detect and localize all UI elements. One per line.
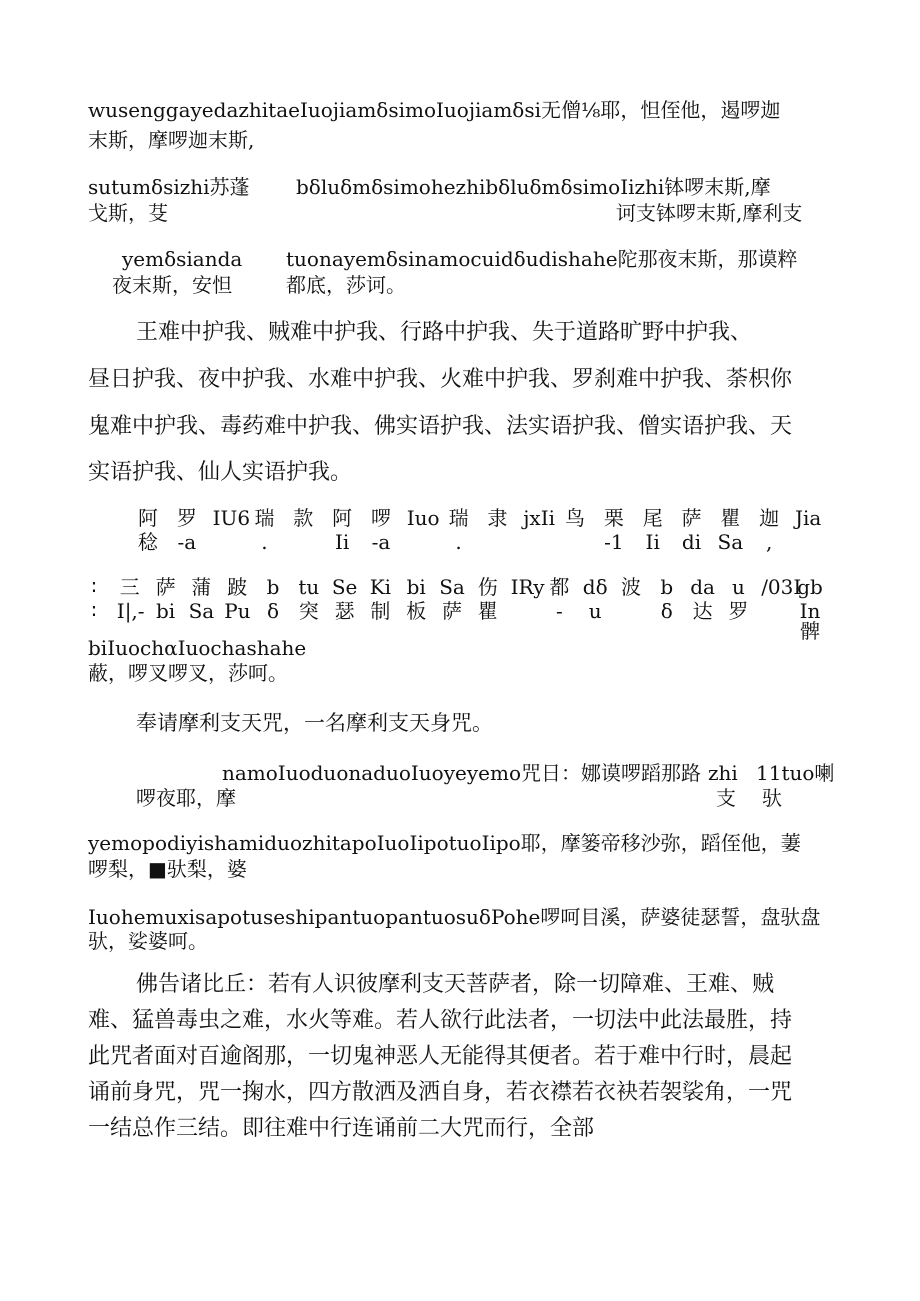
dharani-glyph: Sa	[188, 599, 215, 623]
dharani-glyph: 瑞	[448, 506, 469, 530]
dharani-glyph: IU6	[212, 506, 251, 530]
dharani-glyph: .	[261, 530, 268, 554]
dharani-column	[117, 577, 143, 625]
dharani-glyph: Ii	[645, 530, 660, 554]
dharani-column	[332, 577, 358, 625]
dharani-glyph: -a	[177, 530, 197, 554]
dharani-glyph: -	[556, 599, 563, 623]
dharani-glyph: 迦	[759, 506, 780, 530]
dharani-glyph	[761, 601, 787, 625]
dharani-column	[290, 508, 316, 556]
dharani-glyph: In髀	[799, 599, 821, 643]
dharani-glyph: -1	[604, 530, 624, 554]
dharani-column	[618, 577, 644, 625]
dharani-glyph: bi	[406, 575, 426, 599]
text-line-3a: sutumδsizhi苏蓬	[88, 175, 250, 199]
text-line-8: 蔽，啰叉啰叉，莎呵。	[88, 661, 288, 685]
dharani-glyph: 跛	[227, 575, 248, 599]
dharani-glyph	[407, 532, 433, 556]
dharani-column	[81, 577, 107, 625]
dharani-column	[795, 508, 821, 556]
text-line-6b: 都底，莎诃。	[286, 273, 406, 297]
dharani-glyph: 款	[293, 506, 314, 530]
paragraph2-line-1: 佛告诸比丘：若有人识彼摩利支天菩萨者，除一切障难、王难、贼	[136, 972, 775, 997]
dharani-glyph: Iuo	[406, 506, 440, 530]
text-line-14: IuohemuxisapotuseshipantuopantuosuδPohe啰呵目溪，萨婆徒瑟誓，盘驮盘	[88, 905, 821, 929]
text-line-11c: 驮	[762, 786, 782, 810]
text-line-6a: 夜末斯，安怛	[112, 273, 232, 297]
dharani-column	[562, 508, 588, 556]
dharani-glyph	[618, 601, 644, 625]
paragraph2-line-4: 诵前身咒，咒一掬水，四方散洒及洒自身，若衣襟若衣袂若袈裟角，一咒	[88, 1080, 793, 1105]
dharani-column	[403, 577, 429, 625]
text-line-3b: bδluδmδsimohezhibδluδmδsimoIizhi钵啰末斯,摩	[296, 175, 771, 199]
dharani-column	[717, 508, 743, 556]
dharani-glyph: 蒲	[191, 575, 212, 599]
text-line-5a: yemδsianda	[122, 247, 243, 271]
dharani-column	[690, 577, 716, 625]
dharani-glyph: 萨	[155, 575, 176, 599]
dharani-column	[296, 577, 322, 625]
dharani-glyph: 都	[549, 575, 570, 599]
dharani-column	[725, 577, 751, 625]
dharani-column	[640, 508, 666, 556]
dharani-glyph: ,	[765, 530, 773, 554]
paragraph-line-2: 昼日护我、夜中护我、水难中护我、火难中护我、罗刹难中护我、荼枳你	[88, 367, 793, 392]
dharani-glyph	[213, 532, 239, 556]
text-line-10c: 11tuo喇	[756, 761, 835, 785]
paragraph2-line-5: 一结总作三结。即往难中行连诵前二大咒而行，全部	[88, 1116, 595, 1141]
dharani-glyph: ∶	[91, 575, 97, 599]
dharani-column	[368, 508, 394, 556]
dharani-glyph: u	[588, 599, 602, 623]
dharani-column	[756, 508, 782, 556]
dharani-column	[135, 508, 161, 556]
dharani-glyph	[795, 532, 821, 556]
dharani-glyph	[511, 601, 537, 625]
paragraph-line-4: 实语护我、仙人实语护我。	[88, 460, 353, 485]
text-line-15: 驮，娑婆呵。	[88, 929, 208, 953]
dharani-glyph: u	[731, 575, 745, 599]
dharani-column	[761, 575, 802, 625]
dharani-glyph: -a	[371, 530, 391, 554]
text-line-2: 末斯，摩啰迦末斯,	[88, 128, 255, 152]
dharani-column	[367, 577, 393, 625]
dharani-glyph	[562, 532, 588, 556]
dharani-glyph: 罗	[176, 506, 197, 530]
text-line-7: biIuochαIuochashahe	[88, 636, 307, 660]
dharani-glyph: 瑟	[334, 599, 355, 623]
dharani-glyph: jxIi	[523, 506, 556, 530]
dharani-glyph: 制	[370, 599, 391, 623]
dharani-glyph: 稔	[138, 530, 158, 554]
dharani-glyph: tu	[298, 575, 320, 599]
dharani-glyph: 萨	[442, 599, 462, 623]
dharani-glyph: Pu	[224, 599, 251, 623]
dharani-glyph: 伤	[477, 575, 498, 599]
dharani-glyph: 鸟	[565, 506, 586, 530]
paragraph2-line-3: 此咒者面对百逾阁那，一切鬼神恶人无能得其便者。若于难中行时，晨起	[88, 1044, 793, 1069]
text-line-10b: zhi	[708, 761, 738, 785]
dharani-glyph: .	[455, 530, 462, 554]
dharani-glyph: δ	[266, 599, 280, 623]
text-line-13: 啰梨，■驮梨，婆	[88, 857, 247, 881]
dharani-glyph: di	[681, 530, 702, 554]
dharani-column	[475, 577, 501, 625]
text-line-5b: tuonayemδsinamocuidδudishahe陀那夜末斯，那谟粹	[286, 247, 798, 271]
dharani-glyph: ∶	[91, 599, 97, 623]
dharani-glyph: 达	[692, 599, 713, 623]
dharani-column	[439, 577, 465, 625]
text-line-4b: 诃支钵啰末斯,摩利支	[616, 201, 803, 225]
dharani-glyph: 尾	[642, 506, 663, 530]
dharani-glyph	[523, 532, 549, 556]
dharani-column	[174, 508, 200, 556]
text-line-1: wusenggayedazhitaeIuojiamδsimoIuojiamδsi无僧⅛耶，怛侄他，遏啰迦	[88, 98, 781, 122]
text-line-9: 奉请摩利支天咒，一名摩利支天身咒。	[136, 711, 493, 735]
dharani-column	[446, 508, 472, 556]
dharani-glyph	[290, 532, 316, 556]
dharani-glyph: Sa	[439, 575, 465, 599]
dharani-column	[797, 575, 823, 643]
text-line-10a: namoIuoduonaduoIuoyeyemo咒日：娜谟啰蹈那路	[222, 761, 701, 785]
dharani-glyph: 萨	[681, 506, 702, 530]
dharani-glyph: δ	[660, 599, 673, 623]
dharani-column	[260, 577, 286, 625]
dharani-glyph: 三	[119, 575, 140, 599]
dharani-column	[679, 508, 705, 556]
dharani-column	[188, 577, 214, 625]
dharani-column	[251, 508, 277, 556]
dharani-glyph: da	[690, 575, 715, 599]
dharani-glyph: 板	[406, 599, 427, 623]
dharani-glyph: dδ	[582, 575, 608, 599]
text-line-11b: 支	[716, 786, 736, 810]
dharani-glyph: 隶	[487, 506, 508, 530]
dharani-glyph: 瞿	[477, 599, 498, 623]
dharani-glyph: 瑞	[254, 506, 275, 530]
dharani-glyph: bi	[155, 599, 176, 623]
dharani-glyph: Se	[331, 575, 358, 599]
text-line-11a: 啰夜耶，摩	[136, 786, 236, 810]
dharani-column	[212, 506, 251, 556]
dharani-glyph: 瞿	[720, 506, 741, 530]
dharani-column	[406, 506, 440, 556]
dharani-column	[601, 508, 627, 556]
dharani-glyph	[484, 532, 510, 556]
dharani-glyph: 阿	[138, 506, 158, 530]
dharani-glyph: 突	[298, 599, 319, 623]
dharani-glyph: IRy	[510, 575, 545, 599]
paragraph2-line-2: 难、猛兽毒虫之难，水火等难。若人欲行此法者，一切法中此法最胜，持	[88, 1008, 793, 1033]
dharani-glyph: Ki	[369, 575, 392, 599]
dharani-column	[546, 577, 572, 625]
dharani-column	[654, 577, 680, 625]
dharani-column	[153, 577, 179, 625]
text-line-12: yemopodiyishamiduozhitapoIuoIipotuoIipo耶，摩篓帝移沙弥，蹈侄他，萋	[88, 831, 801, 855]
dharani-glyph: 阿	[332, 506, 353, 530]
dharani-glyph: /03I	[761, 575, 802, 599]
dharani-glyph: 罗	[728, 599, 749, 623]
dharani-column	[329, 508, 355, 556]
paragraph-line-3: 鬼难中护我、毒药难中护我、佛实语护我、法实语护我、僧实语护我、天	[88, 414, 793, 439]
dharani-glyph: Ii	[334, 530, 350, 554]
dharani-column	[523, 506, 556, 556]
dharani-glyph: b	[266, 575, 280, 599]
dharani-glyph: Jia	[795, 506, 822, 530]
dharani-glyph: 波	[621, 575, 641, 599]
dharani-glyph: b	[660, 575, 674, 599]
dharani-glyph: 啰	[370, 506, 391, 530]
dharani-column	[510, 575, 545, 625]
dharani-glyph: I|,-	[116, 599, 145, 623]
dharani-column	[582, 577, 608, 625]
dharani-glyph: 栗	[603, 506, 624, 530]
dharani-column	[484, 508, 510, 556]
dharani-column	[224, 577, 250, 625]
text-line-4a: 戈斯，芟	[88, 201, 168, 225]
paragraph-line-1: 王难中护我、贼难中护我、行路中护我、失于道路旷野中护我、	[136, 320, 753, 345]
dharani-glyph: gb	[797, 575, 823, 599]
dharani-glyph: Sa	[717, 530, 744, 554]
